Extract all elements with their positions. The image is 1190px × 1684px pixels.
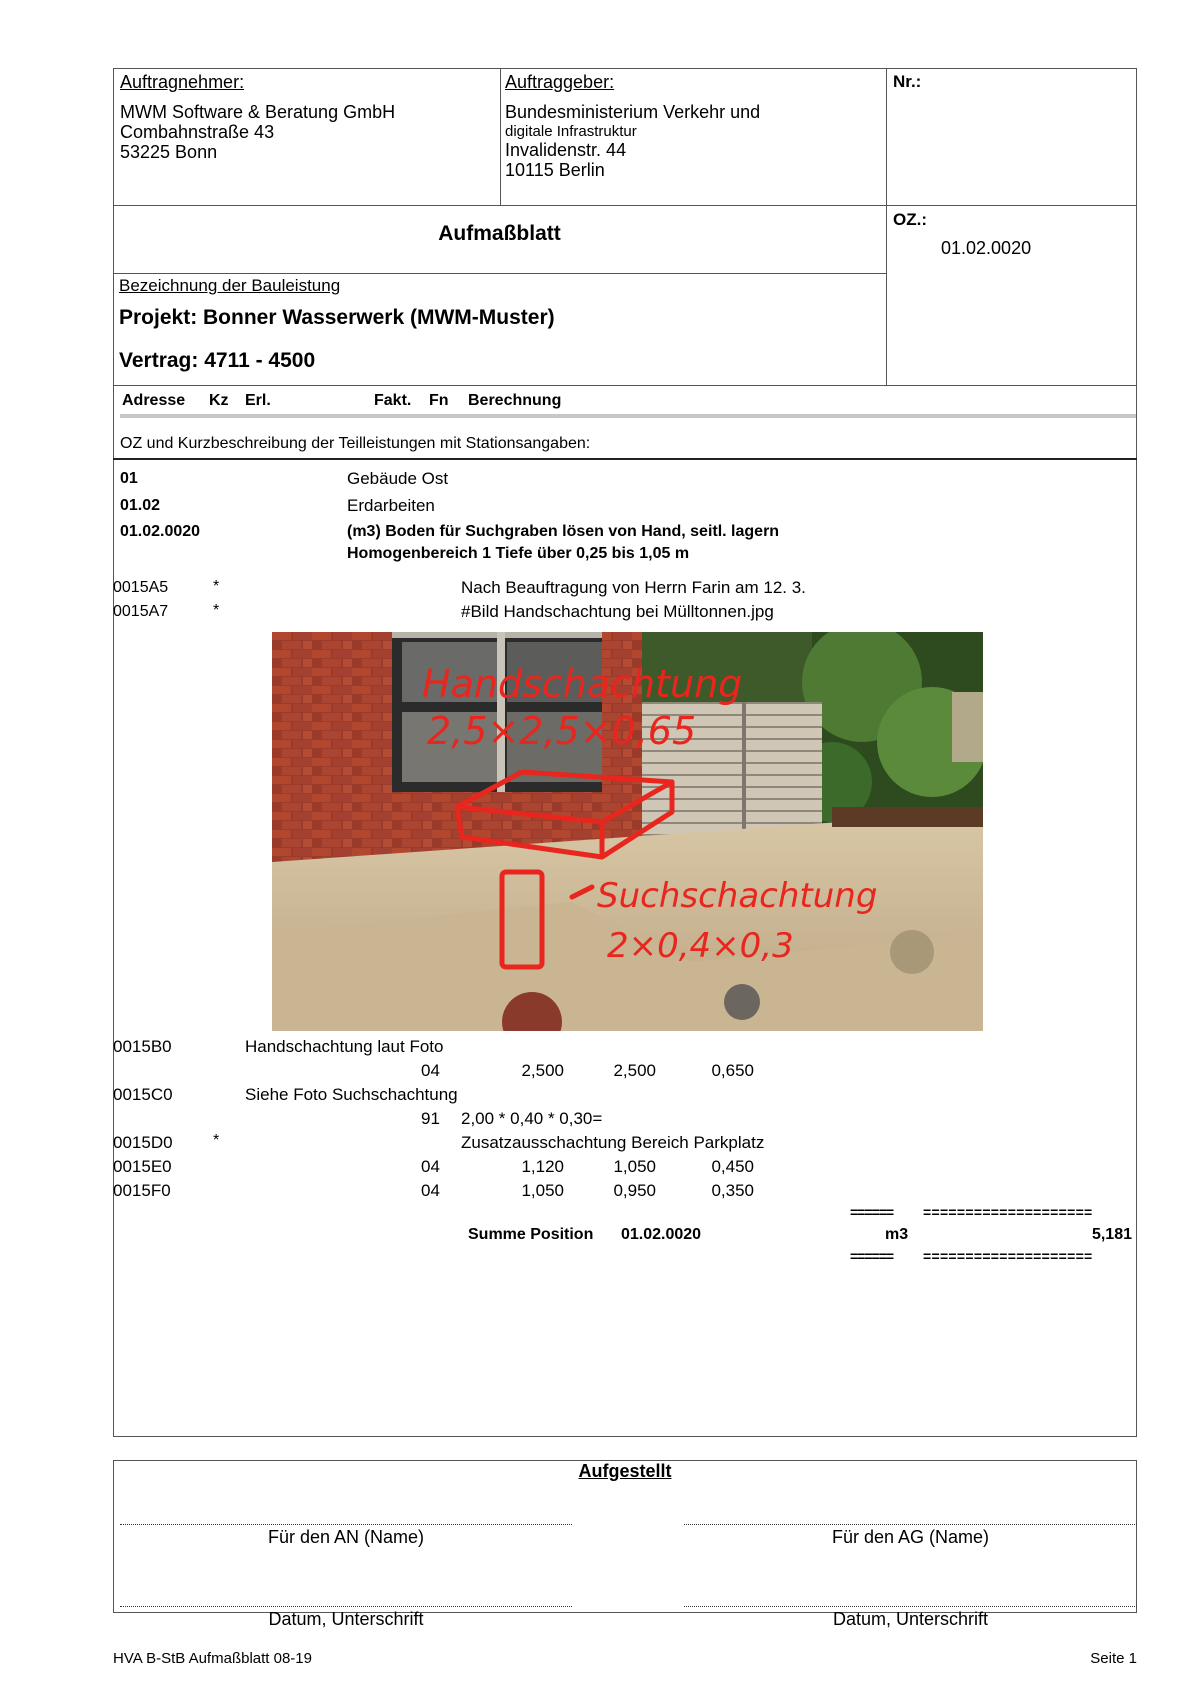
signature-title: Aufgestellt	[578, 1461, 672, 1481]
row-value: 1,120	[521, 1157, 564, 1176]
an-name-label: Für den AN (Name)	[267, 1527, 425, 1547]
row-text: Siehe Foto Suchschachtung	[245, 1085, 458, 1104]
row-kz: *	[213, 602, 220, 619]
row-fn: 04	[421, 1061, 440, 1080]
divider	[886, 68, 887, 386]
col-erl: Erl.	[245, 392, 271, 409]
col-fn: Fn	[429, 392, 449, 409]
row-address: 0015E0	[113, 1157, 172, 1176]
sum-rule-short: ======	[850, 1204, 894, 1220]
row-address: 0015A7	[113, 603, 169, 620]
row-kz: *	[213, 578, 220, 595]
row-value: 2,500	[521, 1061, 564, 1080]
signature-line	[120, 1606, 572, 1607]
annotation-text: Handschachtung	[422, 662, 743, 706]
client-street: Invalidenstr. 44	[505, 140, 627, 160]
sum-value: 5,181	[1091, 1226, 1132, 1243]
sum-label: Summe Position	[468, 1226, 594, 1243]
section-heading: OZ und Kurzbeschreibung der Teilleistungen mit Stationsangaben:	[120, 435, 591, 452]
divider	[113, 205, 1137, 206]
sum-rule-short: ======	[850, 1248, 894, 1264]
contract-title: Vertrag: 4711 - 4500	[119, 349, 316, 372]
row-address: 0015C0	[113, 1085, 173, 1104]
client-name-2: digitale Infrastruktur	[505, 123, 637, 140]
oz-text: Gebäude Ost	[347, 469, 449, 488]
row-fn: 04	[421, 1181, 440, 1200]
row-text: Handschachtung laut Foto	[245, 1037, 444, 1056]
row-value: 0,950	[613, 1181, 656, 1200]
client-label: Auftraggeber:	[505, 72, 615, 92]
row-value: 1,050	[613, 1157, 656, 1176]
project-title: Projekt: Bonner Wasserwerk (MWM-Muster)	[119, 306, 555, 329]
row-text: Nach Beauftragung von Herrn Farin am 12. 3.	[461, 578, 806, 597]
row-text: Zusatzausschachtung Bereich Parkplatz	[461, 1133, 765, 1152]
oz-code: 01	[120, 470, 138, 487]
oz-value: 01.02.0020	[941, 238, 1032, 258]
row-kz: *	[213, 1132, 220, 1149]
client-name: Bundesministerium Verkehr und	[505, 102, 761, 122]
ag-name-label: Für den AG (Name)	[831, 1527, 990, 1547]
row-value: 2,500	[613, 1061, 656, 1080]
col-berechnung: Berechnung	[468, 392, 562, 409]
sum-unit: m3	[885, 1226, 909, 1243]
client-city: 10115 Berlin	[505, 160, 605, 180]
page-title: Aufmaßblatt	[438, 222, 561, 245]
row-address: 0015B0	[113, 1037, 172, 1056]
signature-line	[120, 1524, 572, 1525]
site-photo	[272, 632, 983, 1031]
sum-rule-long: ====================	[923, 1204, 1093, 1220]
contractor-city: 53225 Bonn	[120, 142, 218, 162]
section-rule	[113, 458, 1137, 460]
sum-rule-long: ====================	[923, 1248, 1093, 1264]
contractor-name: MWM Software & Beratung GmbH	[120, 102, 396, 122]
oz-text-2: Homogenbereich 1 Tiefe über 0,25 bis 1,05 m	[347, 545, 690, 562]
oz-label: OZ.:	[893, 210, 927, 229]
annotation-text: 2×0,4×0,3	[607, 926, 794, 966]
row-address: 0015D0	[113, 1133, 173, 1152]
row-value: 0,350	[711, 1181, 754, 1200]
contractor-label: Auftragnehmer:	[120, 72, 245, 92]
oz-code: 01.02	[120, 497, 161, 514]
ag-date-label: Datum, Unterschrift	[832, 1609, 989, 1629]
row-text: 2,00 * 0,40 * 0,30=	[461, 1109, 603, 1128]
divider	[500, 68, 501, 205]
contractor-street: Combahnstraße 43	[120, 122, 275, 142]
col-adresse: Adresse	[122, 392, 186, 409]
nr-label: Nr.:	[893, 72, 922, 91]
row-fn: 04	[421, 1157, 440, 1176]
signature-line	[684, 1606, 1137, 1607]
an-date-label: Datum, Unterschrift	[268, 1609, 424, 1629]
row-address: 0015A5	[113, 579, 169, 596]
signature-line	[684, 1524, 1137, 1525]
row-fn: 91	[421, 1109, 440, 1128]
oz-text: (m3) Boden für Suchgraben lösen von Hand, seitl. lagern	[347, 523, 780, 540]
sum-oz: 01.02.0020	[621, 1226, 702, 1243]
annotation-text: 2,5×2,5×0,65	[427, 709, 697, 753]
page-number: Seite 1	[1090, 1650, 1137, 1667]
service-label: Bezeichnung der Bauleistung	[119, 276, 341, 295]
annotation-text: Suchschachtung	[597, 876, 878, 916]
row-value: 0,450	[711, 1157, 754, 1176]
row-value: 1,050	[521, 1181, 564, 1200]
row-address: 0015F0	[113, 1181, 171, 1200]
oz-code: 01.02.0020	[120, 523, 201, 540]
row-text: #Bild Handschachtung bei Mülltonnen.jpg	[461, 602, 774, 621]
col-kz: Kz	[209, 392, 229, 409]
row-value: 0,650	[711, 1061, 754, 1080]
divider	[113, 273, 886, 274]
footer-left: HVA B-StB Aufmaßblatt 08-19	[113, 1650, 312, 1667]
oz-text: Erdarbeiten	[347, 496, 435, 515]
col-fakt: Fakt.	[374, 392, 412, 409]
